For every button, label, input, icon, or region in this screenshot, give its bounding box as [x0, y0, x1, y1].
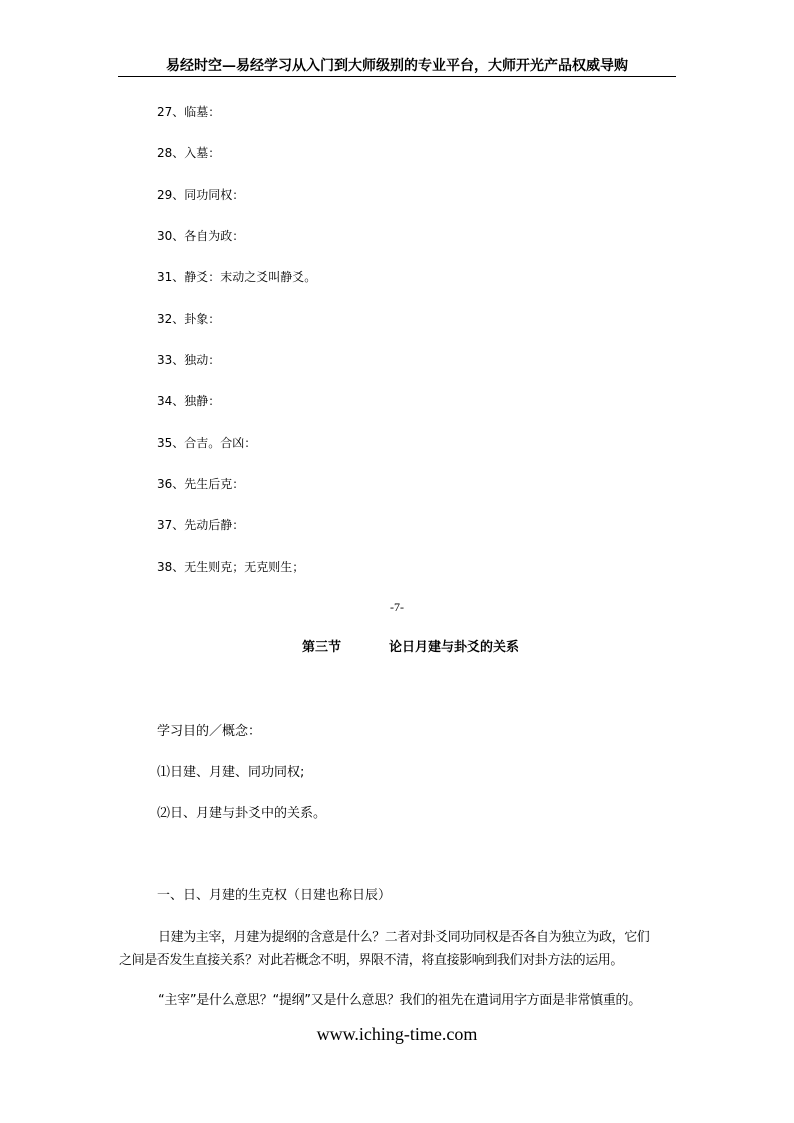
- study-point: ⑵日、月建与卦爻中的关系。: [157, 806, 327, 821]
- section-number: 第三节: [302, 640, 342, 655]
- term-item: 33、独动：: [157, 353, 221, 367]
- term-item: 30、各自为政：: [157, 229, 245, 243]
- body-line: 之间是否发生直接关系？对此若概念不明，界限不清，将直接影响到我们对卦方法的运用。: [119, 953, 624, 968]
- body-line: “主宰”是什么意思？“提纲”又是什么意思？我们的祖先在遣词用字方面是非常慎重的。: [158, 993, 641, 1008]
- page-header: 易经时空—易经学习从入门到大师级别的专业平台，大师开光产品权威导购: [118, 56, 676, 77]
- page-number: -7-: [390, 600, 404, 614]
- body-line: 日建为主宰，月建为提纲的含意是什么？二者对卦爻同功同权是否各自为独立为政，它们: [158, 930, 650, 945]
- term-item: 34、独静：: [157, 394, 221, 408]
- term-item: 35、合吉。合凶：: [157, 436, 257, 450]
- study-heading: 学习目的／概念：: [157, 724, 262, 739]
- term-item: 32、卦象：: [157, 312, 221, 326]
- section-title: 论日月建与卦爻的关系: [389, 640, 520, 655]
- term-item: 38、无生则克；无克则生；: [157, 560, 305, 574]
- term-item: 28、入墓：: [157, 146, 221, 160]
- study-point: ⑴日建、月建、同功同权;: [157, 765, 305, 780]
- term-item: 36、先生后克：: [157, 477, 245, 491]
- term-item: 27、临墓：: [157, 105, 221, 119]
- term-item: 37、先动后静：: [157, 518, 245, 532]
- subheading: 一、日、月建的生克权（日建也称日辰）: [157, 888, 392, 903]
- term-item: 29、同功同权：: [157, 188, 245, 202]
- footer-url[interactable]: www.iching-time.com: [316, 1024, 478, 1044]
- term-item: 31、静爻：末动之爻叫静爻。: [157, 270, 317, 284]
